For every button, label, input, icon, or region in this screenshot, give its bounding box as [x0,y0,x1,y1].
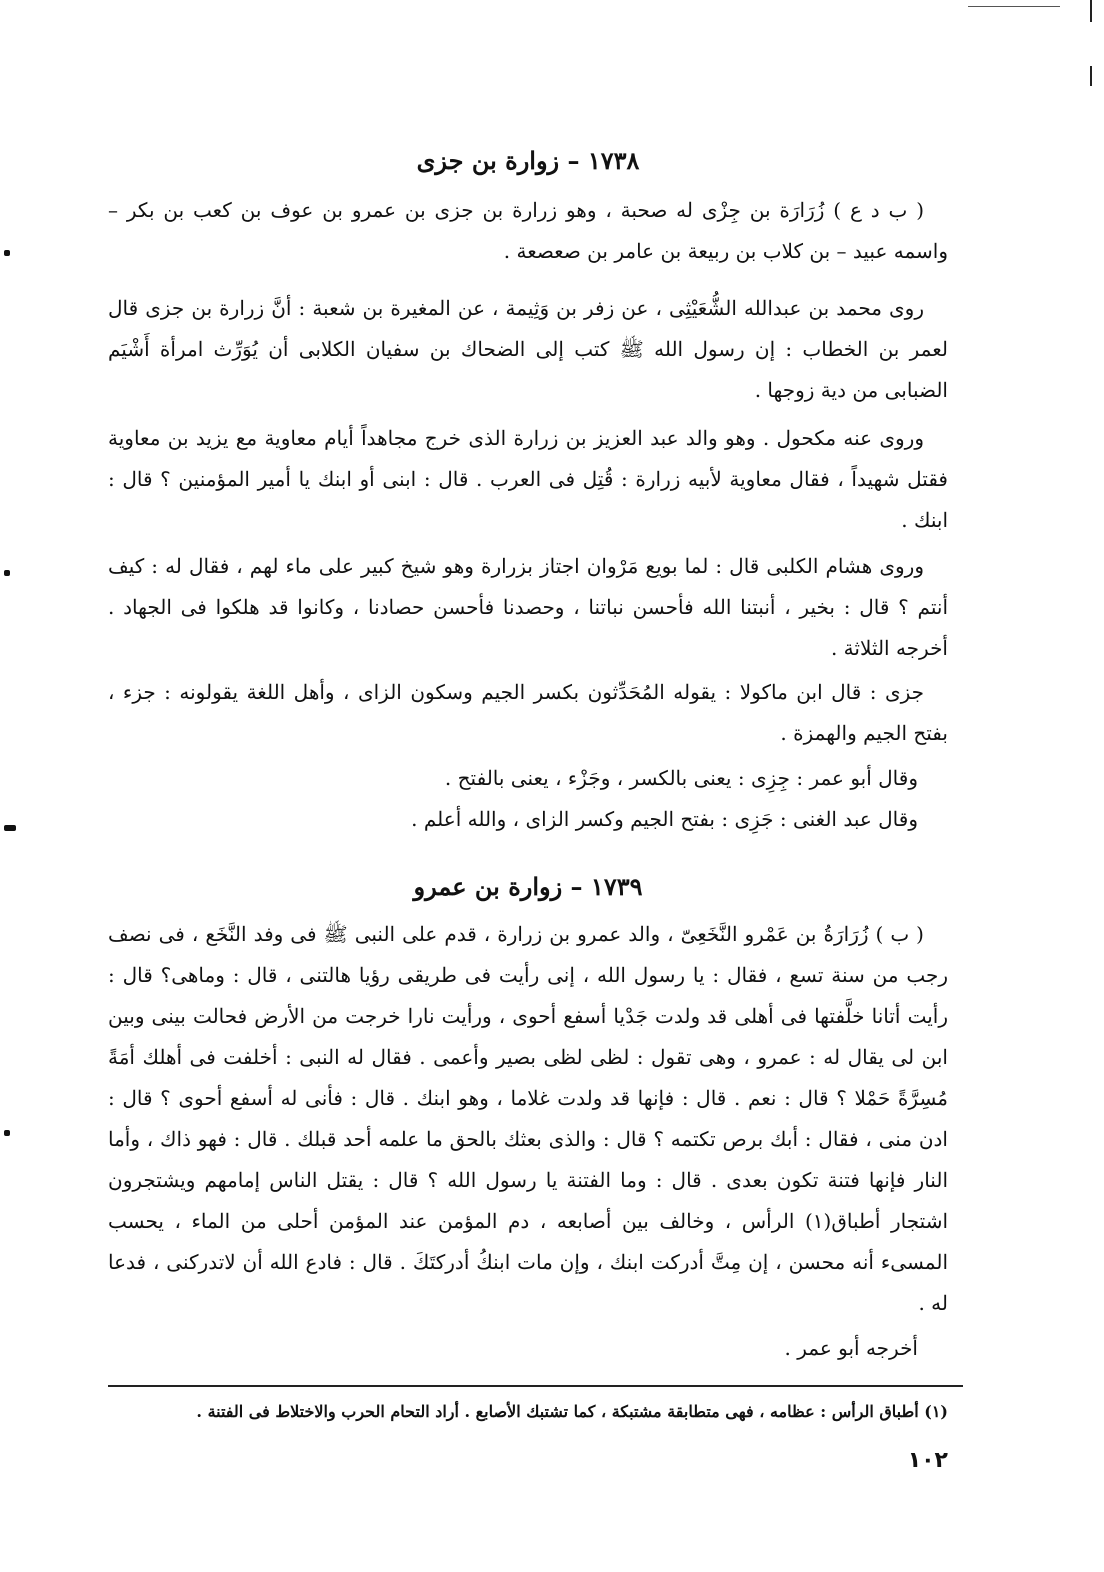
entry-body [108,914,948,1324]
entry-heading: ١٧٣٨ – زوارة بن جزى [416,146,640,175]
paragraph: ( ب د ع ) زُرَارَة بن جِزْى له صحبة ، وهو زرارة بن جزى بن عمرو بن عوف بن كعب بن بكر – واسمه عبيد – بن كلاب بن ربيعة بن عامر بن صعصعة . [108,198,948,263]
entry-body [108,758,948,840]
scan-speck [4,1130,10,1136]
page-number: ١٠٢ [907,1448,948,1473]
short-line: أخرجه أبو عمر . [784,1336,918,1360]
entry-body [108,418,948,541]
scan-edge-rule [968,6,1060,7]
paragraph: ( ب ) زُرَارَةُ بن عَمْرو النَّخَعِىّ ، والد عمرو بن زرارة ، قدم على النبى ﷺ فى وفد النَّخَع ، فى نصف رجب من سنة تسع ، فقال : يا رسول الله ، إنى رأيت فى طريقى رؤيا هالتنى ، قال : وماهى؟ قال : رأيت أتانا خلَّفتها فى أهلى قد ولدت جَدْيا أسفع أحوى ، ورأيت نارا خرجت من الأرض فحالت بينى وبين ابن لى يقال له : عمرو ، وهى تقول : لظى لظى بصير وأعمى . فقال له النبى : أخلفت فى أهلك أمَةً مُسِرَّةً حَمْلا ؟ قال : نعم . قال : فإنها قد ولدت غلاما ، وهو ابنك . قال : فأنى له أسفع أحوى ؟ قال : ادن منى ، فقال : أبك برص تكتمه ؟ قال : والذى بعثك بالحق ما علمه أحد قبلك . قال : فهو ذاك ، وأما النار فإنها فتنة تكون بعدى . قال : وما الفتنة يا رسول الله ؟ قال : يقتل الناس إمامهم ويشتجرون اشتجار أطباق(١) الرأس ، وخالف بين أصابعه ، دم المؤمن عند المؤمن أحلى من الماء ، يحسب المسىء أنه محسن ، إن مِتَّ أدركت ابنك ، وإن مات ابنكُ أدركتَكَ . قال : فادع الله أن لاتدركنى ، فدعا له . [108,922,949,1315]
entry-body [108,288,948,411]
scan-speck [4,570,10,576]
paragraph: وروى عنه مكحول . وهو والد عبد العزيز بن زرارة الذى خرج مجاهداً أيام معاوية مع يزيد بن معاوية فقتل شهيداً ، فقال معاوية لأبيه زرارة : قُتِل فى العرب . قال : ابنى أو ابنك يا أمير المؤمنين ؟ قال : ابنك . [108,426,948,532]
entry-body [108,1328,948,1369]
paragraph: جزى : قال ابن ماكولا : يقوله المُحَدِّثون بكسر الجيم وسكون الزاى ، وأهل اللغة يقولونه : جزء ، بفتح الجيم والهمزة . [108,680,948,745]
entry-body [108,190,948,272]
short-line: وقال أبو عمر : جِزِى : يعنى بالكسر ، وجَزْء ، يعنى بالفتح . [444,766,918,790]
scan-edge-mark [1090,66,1092,86]
footnote-rule [108,1385,963,1387]
scan-speck [4,250,10,256]
entry-body [108,672,948,754]
entry-heading: ١٧٣٩ – زوارة بن عمرو [413,872,643,901]
scan-speck [4,825,16,831]
entry-body [108,546,948,669]
footnote: (١) أطباق الرأس : عظامه ، فهى متطابقة مشتبكة ، كما تشتبك الأصابع . أراد التحام الحرب والاختلاط فى الفتنة . [196,1402,948,1421]
short-line: وقال عبد الغنى : جَزِى : بفتح الجيم وكسر الزاى ، والله أعلم . [411,807,918,831]
paragraph: روى محمد بن عبدالله الشُّعَيْثِى ، عن زفر بن وَثِيمة ، عن المغيرة بن شعبة : أنَّ زرارة بن جزى قال لعمر بن الخطاب : إن رسول الله ﷺ كتب إلى الضحاك بن سفيان الكلابى أن يُوَرِّث امرأة أَشْيَم الضبابى من دية زوجها . [108,296,948,402]
paragraph: وروى هشام الكلبى قال : لما بويع مَرْوان اجتاز بزرارة وهو شيخ كبير على ماء لهم ، فقال له : كيف أنتم ؟ قال : بخير ، أنبتنا الله فأحسن نباتنا ، وحصدنا فأحسن حصادنا ، وكانوا قد هلكوا فى الجهاد . أخرجه الثلاثة . [108,554,948,660]
scan-edge-mark [1090,0,1092,22]
